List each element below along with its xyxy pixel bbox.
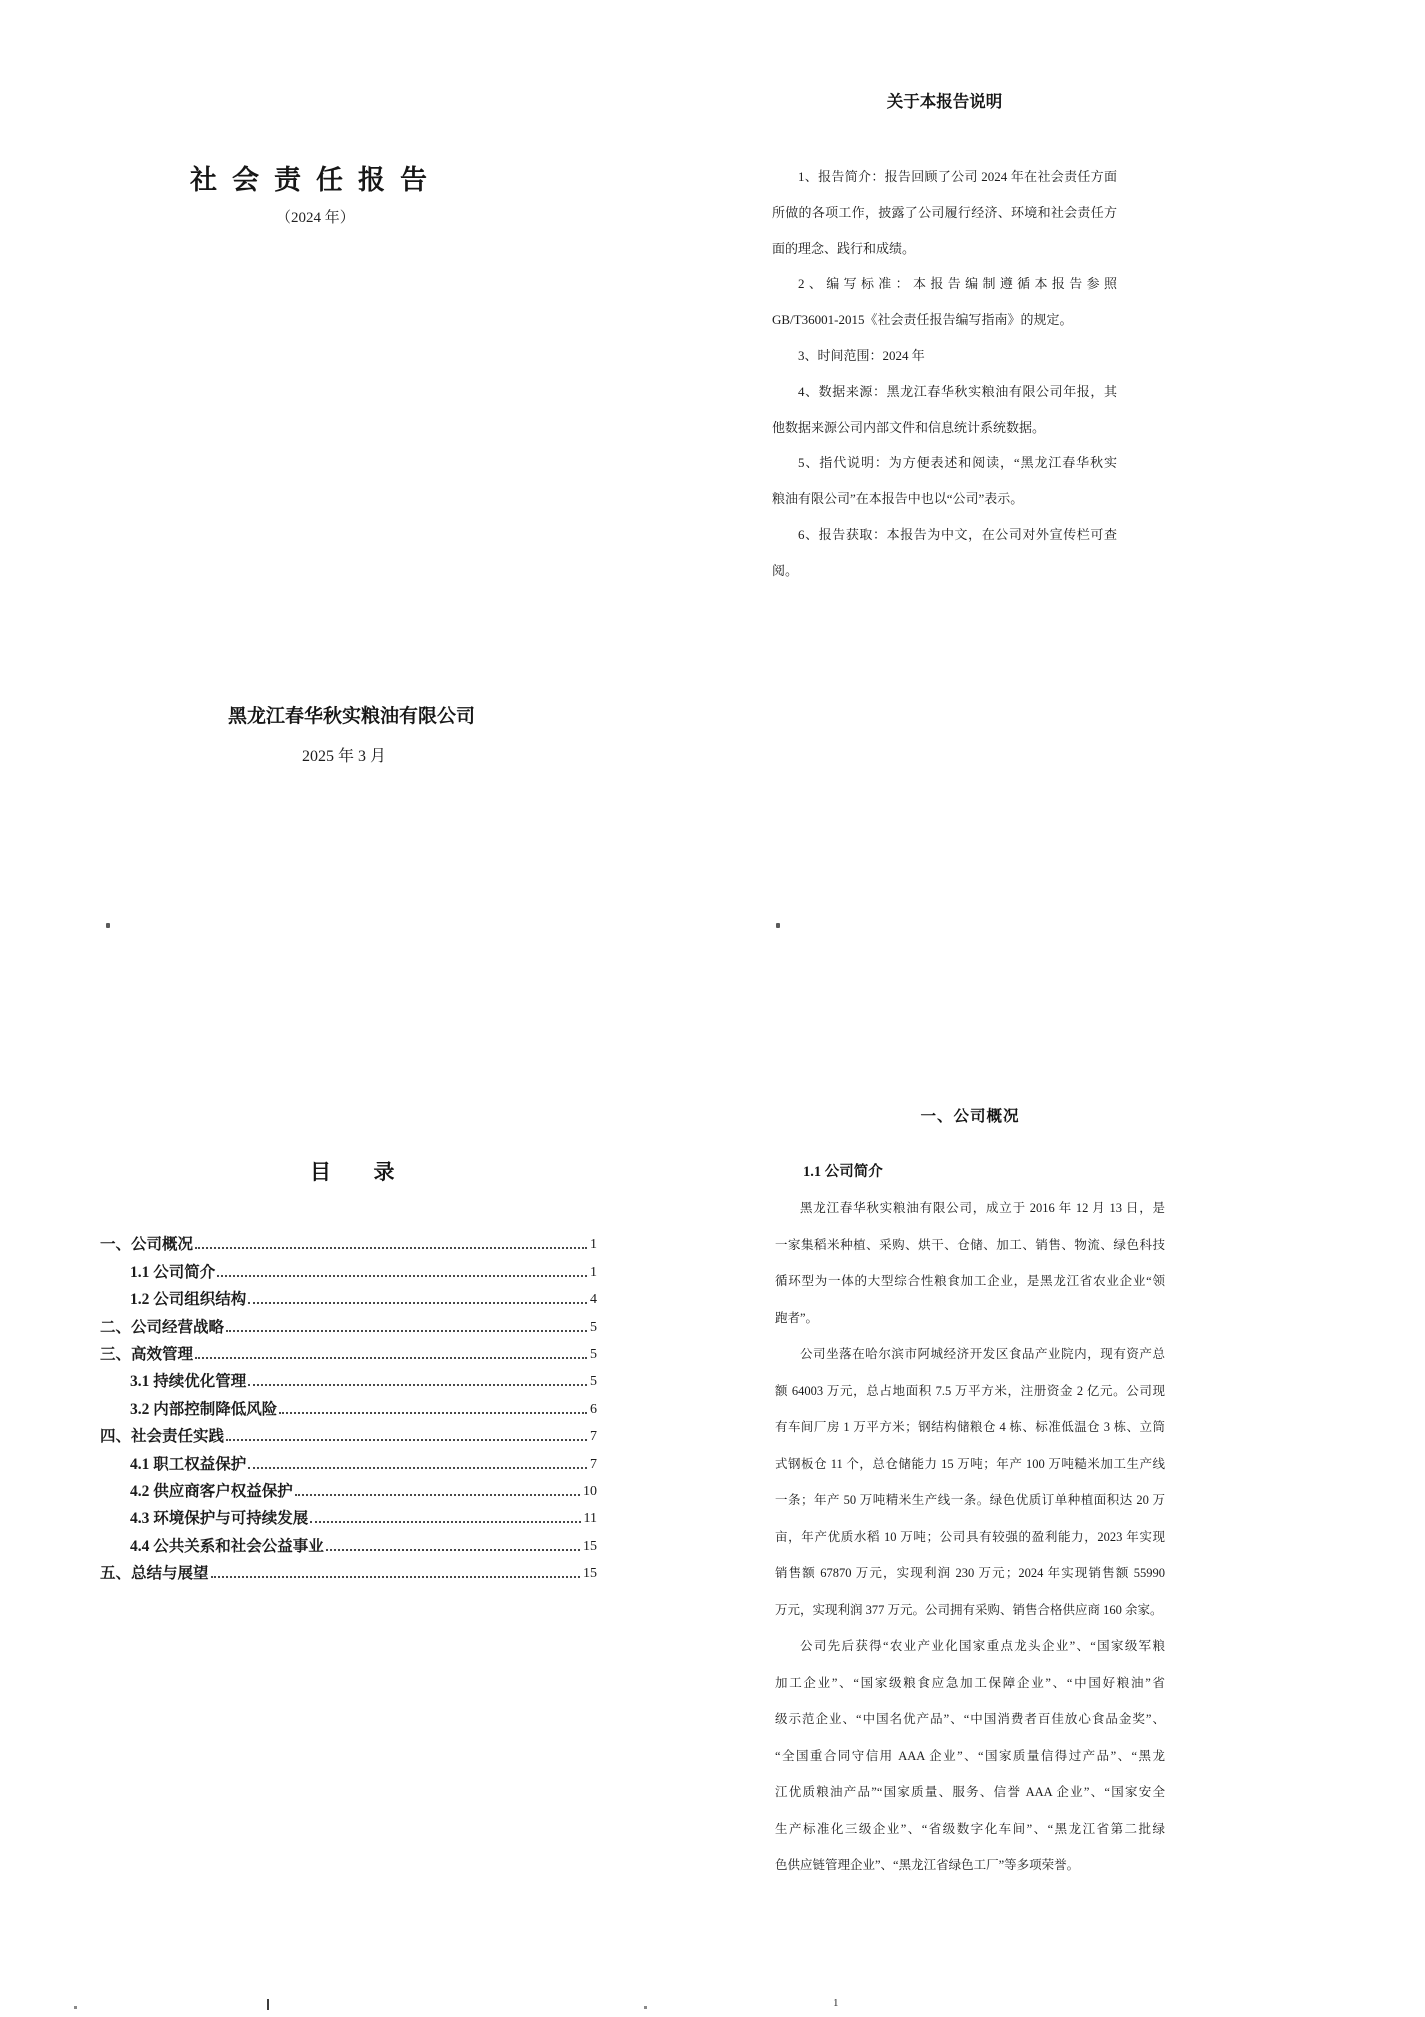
- body-line: 公司先后获得“农业产业化国家重点龙头企业”、“国家级军粮: [800, 1639, 1165, 1653]
- toc-page-number: 5: [590, 1374, 597, 1390]
- body-line: 一家集稻米种植、采购、烘干、仓储、加工、销售、物流、绿色科技: [775, 1237, 1165, 1252]
- overview-subheading: 1.1 公司简介: [803, 1164, 883, 1180]
- toc-item-label: 1.2 公司组织结构: [130, 1291, 247, 1309]
- body-line: 所做的各项工作，披露了公司履行经济、环境和社会责任方: [772, 204, 1117, 220]
- toc-item-label: 四、社会责任实践: [100, 1428, 225, 1446]
- body-line: 有车间厂房 1 万平方米；钢结构储粮仓 4 栋、标准低温仓 3 栋、立筒: [775, 1420, 1165, 1434]
- toc-page-number: 1: [590, 1264, 597, 1280]
- body-line: 5、指代说明：为方便表述和阅读，“黑龙江春华秋实: [798, 455, 1117, 471]
- page-footer-number: 1: [833, 1997, 839, 2009]
- toc-item-label: 三、高效管理: [100, 1345, 194, 1363]
- body-line: 级示范企业、“中国名优产品”、“中国消费者百佳放心食品金奖”、: [775, 1712, 1165, 1726]
- toc-page-number: 1: [590, 1237, 597, 1253]
- body-line: 循环型为一体的大型综合性粮食加工企业，是黑龙江省农业企业“领: [775, 1274, 1165, 1288]
- toc-page-number: 15: [583, 1566, 597, 1582]
- toc-page-number: 10: [583, 1483, 597, 1499]
- body-line: 亩，年产优质水稻 10 万吨；公司具有较强的盈利能力，2023 年实现: [775, 1529, 1165, 1544]
- footer-dot-right: [644, 2006, 647, 2009]
- toc-title: 目 录: [310, 1160, 395, 1184]
- body-line: 公司坐落在哈尔滨市阿城经济开发区食品产业院内，现有资产总: [800, 1347, 1165, 1361]
- body-line: 1、报告简介：报告回顾了公司 2024 年在社会责任方面: [798, 169, 1117, 184]
- body-line: 跑者”。: [775, 1310, 819, 1325]
- toc-item-label: 4.1 职工权益保护: [130, 1455, 247, 1473]
- body-line: 粮油有限公司”在本报告中也以“公司”表示。: [772, 491, 1024, 507]
- body-line: 色供应链管理企业”、“黑龙江省绿色工厂”等多项荣誉。: [775, 1858, 1080, 1872]
- toc-page-number: 5: [590, 1319, 597, 1335]
- toc-page-number: 5: [590, 1346, 597, 1362]
- overview-heading: 一、公司概况: [920, 1108, 1020, 1125]
- toc-item-label: 3.2 内部控制降低风险: [130, 1400, 278, 1418]
- toc-item-label: 1.1 公司简介: [130, 1263, 216, 1281]
- body-line: 一条；年产 50 万吨精米生产线一条。绿色优质订单种植面积达 20 万: [775, 1493, 1165, 1507]
- toc-item-label: 4.2 供应商客户权益保护: [130, 1482, 293, 1500]
- body-line: 加工企业”、“国家级粮食应急加工保障企业”、“中国好粮油”省: [775, 1675, 1165, 1690]
- body-line: 额 64003 万元，总占地面积 7.5 万平方米，注册资金 2 亿元。公司现: [775, 1383, 1165, 1398]
- toc-item-label: 4.4 公共关系和社会公益事业: [130, 1537, 324, 1555]
- about-report-title: 关于本报告说明: [886, 92, 1003, 111]
- body-line: 面的理念、践行和成绩。: [772, 240, 916, 256]
- toc-page-number: 15: [583, 1538, 597, 1554]
- body-line: 2、编写标准：本报告编制遵循本报告参照: [798, 276, 1117, 292]
- toc-item-label: 一、公司概况: [100, 1236, 194, 1254]
- body-line: GB/T36001-2015《社会责任报告编写指南》的规定。: [772, 312, 1073, 328]
- body-line: 式钢板仓 11 个，总仓储能力 15 万吨；年产 100 万吨糙米加工生产线: [775, 1456, 1165, 1471]
- body-line: 万元，实现利润 377 万元。公司拥有采购、销售合格供应商 160 余家。: [775, 1602, 1163, 1617]
- body-line: 他数据来源公司内部文件和信息统计系统数据。: [772, 419, 1046, 435]
- body-line: 6、报告获取：本报告为中文，在公司对外宣传栏可查: [798, 526, 1117, 542]
- report-date: 2025 年 3 月: [302, 748, 387, 765]
- body-line: 3、时间范围：2024 年: [798, 347, 925, 363]
- body-line: 江优质粮油产品”“国家质量、服务、信誉 AAA 企业”、“国家安全: [775, 1785, 1165, 1799]
- body-line: 销售额 67870 万元，实现利润 230 万元；2024 年实现销售额 55990: [775, 1566, 1165, 1580]
- body-line: 生产标准化三级企业”、“省级数字化车间”、“黑龙江省第二批绿: [775, 1821, 1165, 1836]
- body-line: “全国重合同守信用 AAA 企业”、“国家质量信得过产品”、“黑龙: [775, 1748, 1165, 1763]
- body-line: 4、数据来源：黑龙江春华秋实粮油有限公司年报，其: [798, 383, 1117, 399]
- toc-page-number: 7: [590, 1456, 597, 1472]
- body-line: 阅。: [772, 562, 799, 578]
- report-year: （2024 年）: [276, 210, 355, 226]
- toc-page-number: 4: [590, 1292, 597, 1308]
- company-name: 黑龙江春华秋实粮油有限公司: [228, 706, 476, 727]
- toc-item-label: 4.3 环境保护与可持续发展: [130, 1510, 309, 1528]
- toc-page-number: 6: [590, 1401, 597, 1417]
- toc-item-label: 二、公司经营战略: [100, 1318, 225, 1336]
- report-title: 社会责任报告: [190, 165, 442, 195]
- toc-page-number: 11: [583, 1511, 597, 1527]
- toc-page-number: 7: [590, 1429, 597, 1445]
- toc-item-label: 3.1 持续优化管理: [130, 1373, 247, 1391]
- toc-item-label: 五、总结与展望: [100, 1565, 209, 1583]
- overview-paragraphs: [775, 1190, 1165, 1884]
- body-line: 黑龙江春华秋实粮油有限公司，成立于 2016 年 12 月 13 日，是: [800, 1201, 1165, 1215]
